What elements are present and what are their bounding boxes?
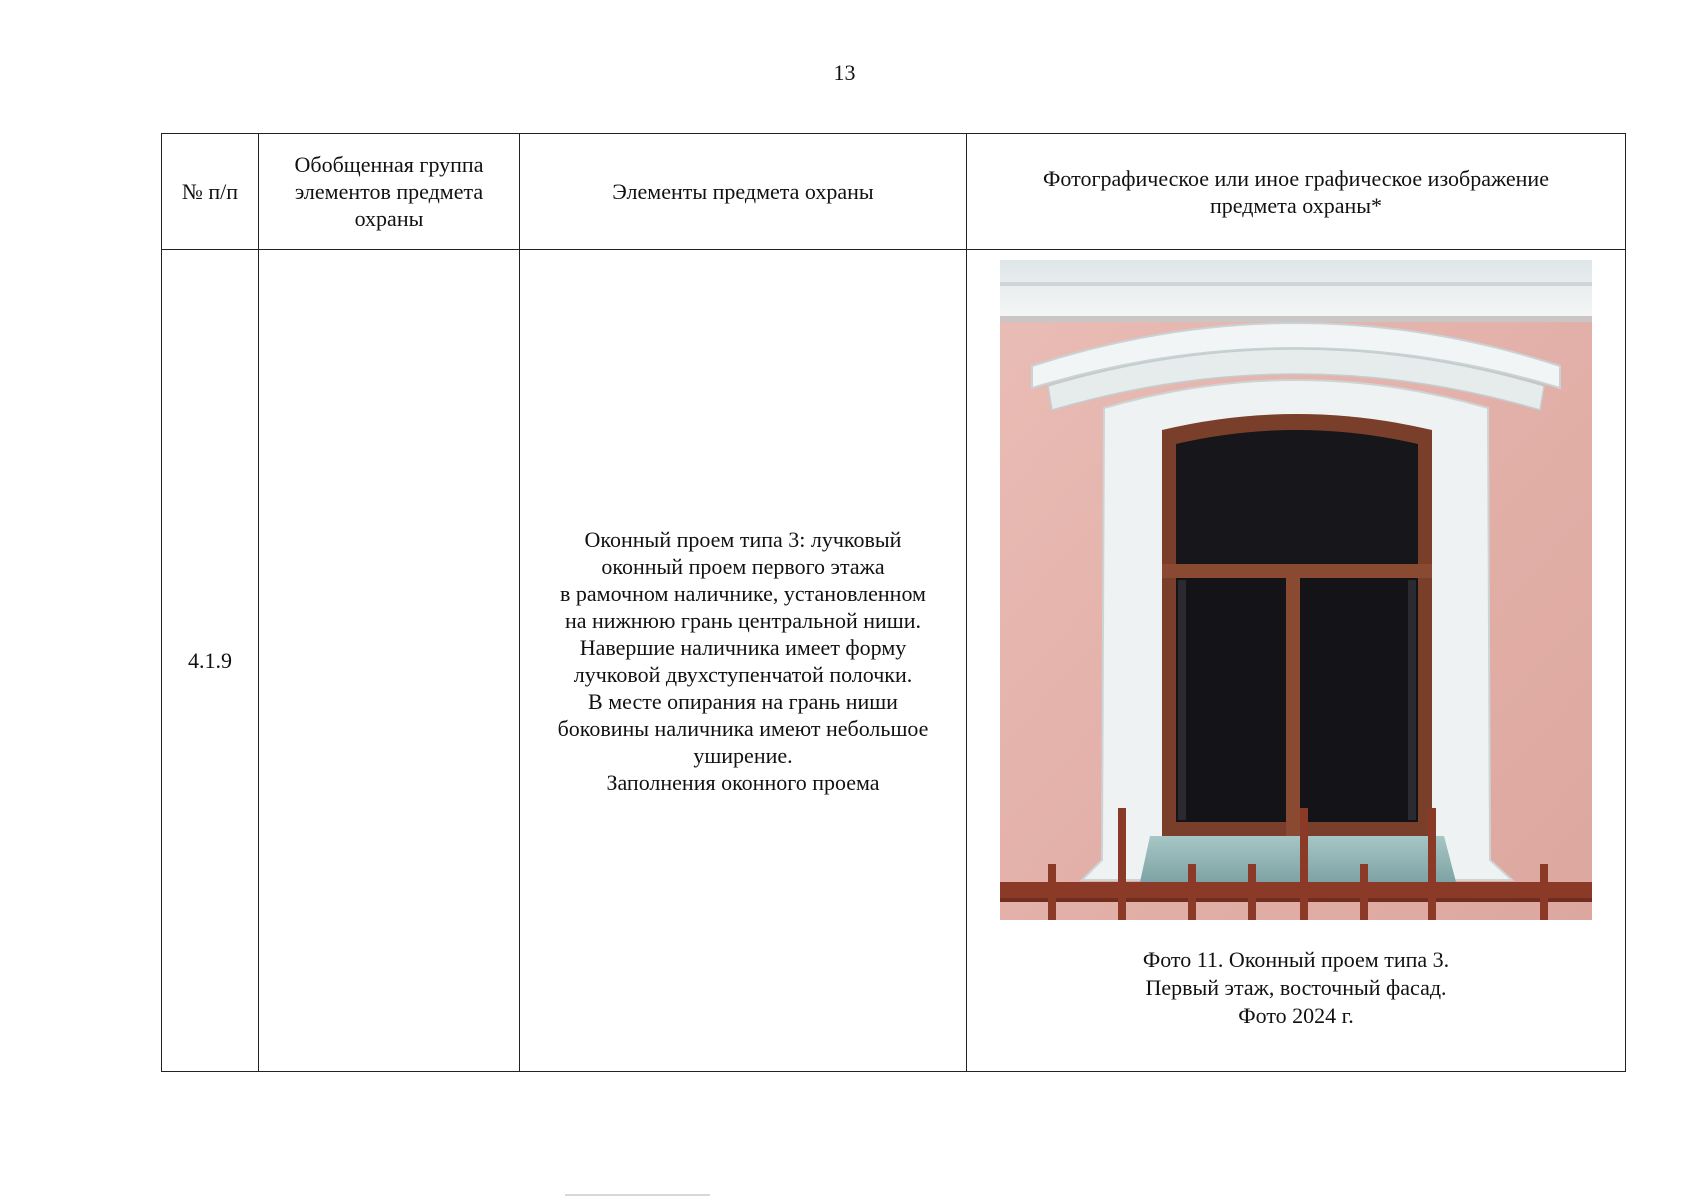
- caption-line: Первый этаж, восточный фасад.: [1145, 975, 1447, 1000]
- elements-line: Навершие наличника имеет форму: [579, 634, 907, 660]
- header-elements: Элементы предмета охраны: [520, 134, 967, 250]
- caption-line: Фото 2024 г.: [1238, 1003, 1354, 1028]
- elements-line: в рамочном наличнике, установленном: [560, 580, 926, 606]
- header-num: № п/п: [162, 134, 259, 250]
- window-sill: [1140, 836, 1456, 882]
- row-elements: [520, 250, 967, 1072]
- elements-line: на нижнюю грань центральной ниши.: [565, 607, 921, 633]
- window-glass-lower-left: [1176, 578, 1286, 822]
- cornice: [1000, 260, 1592, 318]
- header-group-line: элементов предмета: [294, 179, 484, 204]
- window-glass-lower-right: [1300, 578, 1418, 822]
- header-photo-line: предмета охраны*: [1209, 192, 1383, 218]
- table-header-row: [162, 134, 1626, 250]
- fence-rail: [1000, 882, 1592, 898]
- page-number: 13: [833, 60, 856, 85]
- elements-line: В месте опирания на грань ниши: [588, 688, 898, 714]
- header-group-line: Обобщенная группа: [294, 152, 484, 177]
- elements-line: уширение.: [693, 742, 793, 768]
- row-num: 4.1.9: [162, 250, 259, 1072]
- header-photo-line: Фотографическое или иное графическое изображение: [1043, 165, 1549, 191]
- footer-mark: [565, 1194, 710, 1196]
- window-photo: [1000, 260, 1592, 920]
- elements-line: лучковой двухступенчатой полочки.: [573, 661, 913, 687]
- table-row: [162, 250, 1626, 1072]
- row-group: [259, 250, 520, 1072]
- elements-line: Оконный проем типа 3: лучковый: [584, 526, 902, 552]
- header-group-line: охраны: [354, 206, 424, 231]
- heritage-elements-table: [161, 133, 1626, 1072]
- row-photo: [967, 250, 1626, 1072]
- elements-line: Заполнения оконного проема: [606, 769, 880, 795]
- caption-line: Фото 11. Оконный проем типа 3.: [1142, 947, 1450, 972]
- elements-line: боковины наличника имеют небольшое: [557, 715, 929, 741]
- window-glass-upper: [1176, 430, 1418, 564]
- header-photo: [967, 134, 1626, 250]
- elements-line: оконный проем первого этажа: [601, 553, 885, 579]
- photo-caption: [967, 946, 1625, 1030]
- header-group: [259, 134, 520, 250]
